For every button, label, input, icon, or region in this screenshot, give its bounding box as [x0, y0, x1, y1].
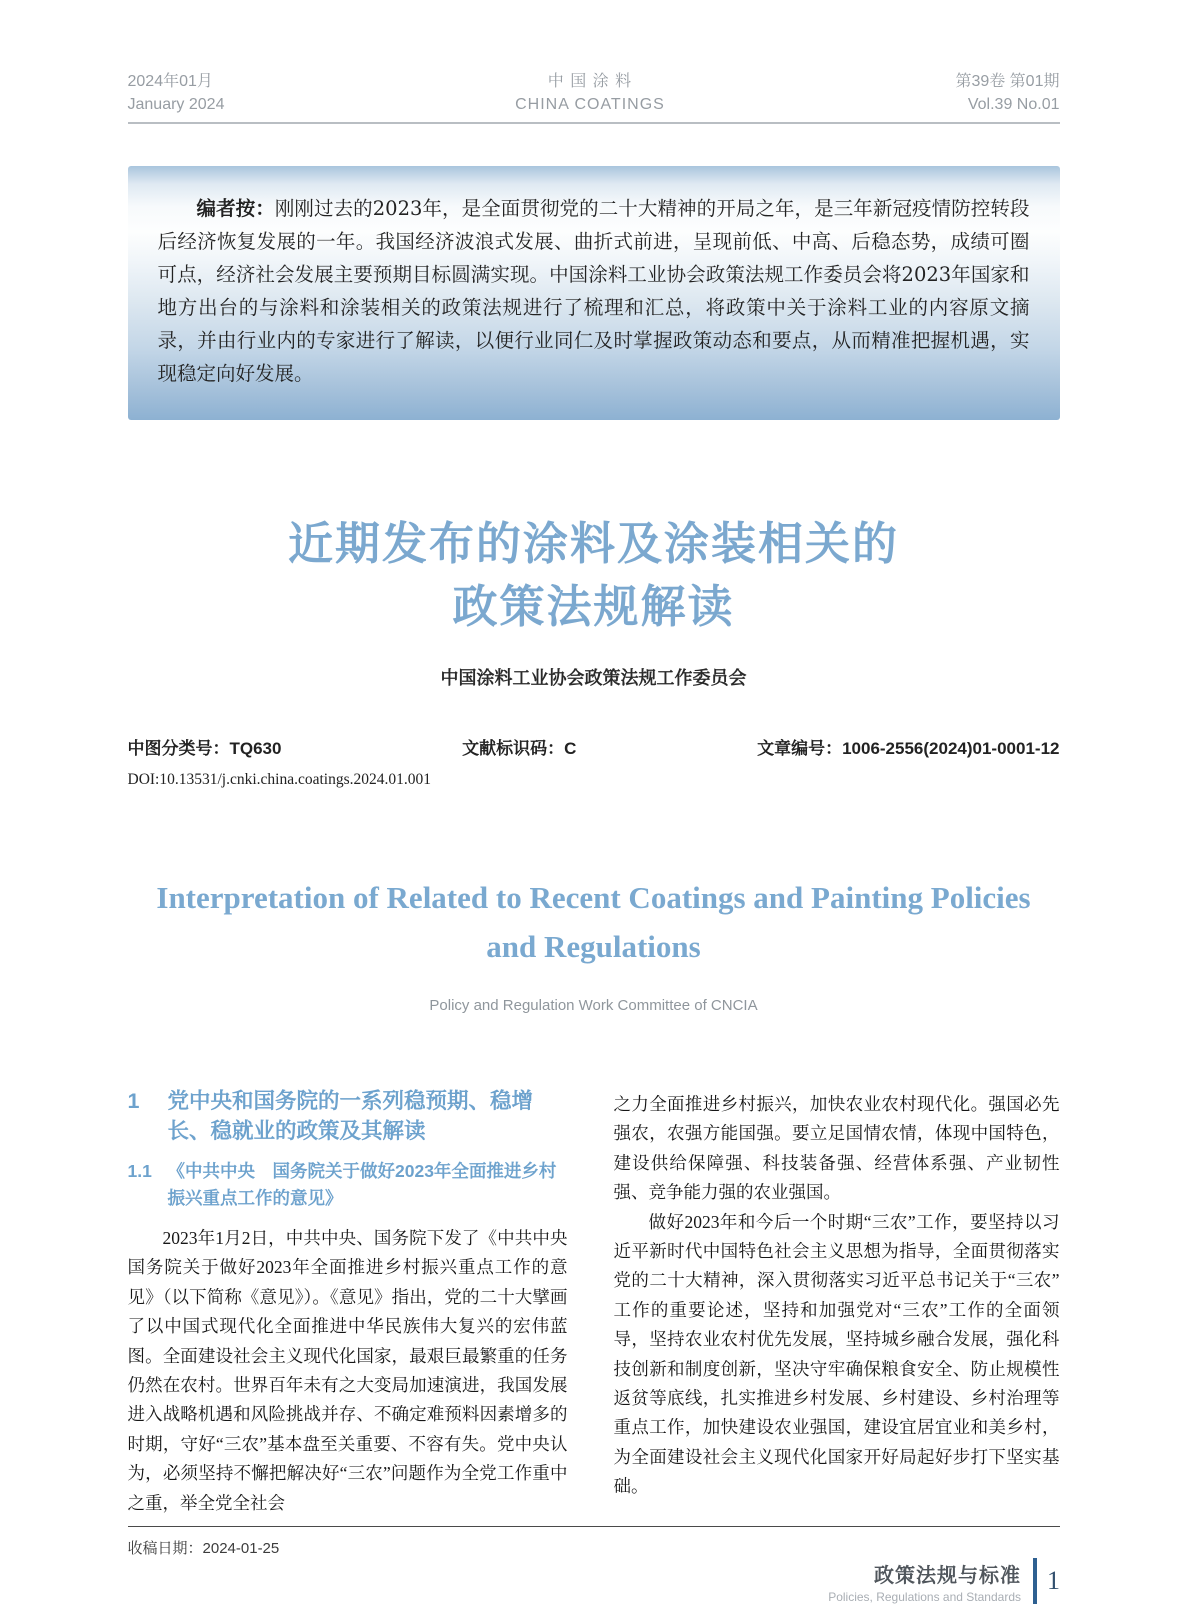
clc-label: 中图分类号： — [127, 739, 230, 758]
article-title-line1: 近期发布的涂料及涂装相关的 — [287, 518, 899, 569]
left-column — [127, 1086, 585, 1518]
clc-value: TQ630 — [229, 739, 282, 758]
document-code-value: C — [564, 739, 577, 758]
section-1-title: 党中央和国务院的一系列稳预期、稳增长、稳就业的政策及其解读 — [167, 1089, 534, 1143]
issue-chinese: 第39卷 第01期 — [955, 73, 1060, 90]
received-date-label: 收稿日期： — [127, 1540, 203, 1558]
section-1-number: 1 — [127, 1089, 140, 1113]
page-footer — [0, 1558, 1060, 1604]
document-code-label: 文献标识码： — [462, 739, 565, 758]
footer-section-english: Policies, Regulations and Standards — [828, 1589, 1021, 1604]
article-title — [128, 512, 1060, 638]
page-content — [128, 0, 1060, 1558]
article-title-english — [128, 873, 1060, 971]
document-code — [462, 734, 576, 759]
journal-name-english: CHINA COATINGS — [515, 96, 665, 113]
clc-number — [128, 734, 282, 759]
issue-english: Vol.39 No.01 — [967, 96, 1060, 113]
right-column — [614, 1086, 1060, 1518]
paragraph-2: 做好2023年和今后一个时期“三农”工作，要坚持以习近平新时代中国特色社会主义思想为指导，全面贯彻落实党的二十大精神，深入贯彻落实习近平总书记关于“三农”工作的重要论述，坚持和加强党对“三农”工作的全面领导，坚持农业农村优先发展，坚持城乡融合发展，强化科技创新和制度创新，坚决守牢确保粮食安全、防止规模性返贫等底线，扎实推进乡村发展、乡村建设、乡村治理等重点工作，加快建设农业强国，建设宜居宜业和美乡村，为全面建设社会主义现代化国家开好局起好步打下坚实基础。 — [613, 1211, 1060, 1497]
running-head-issue — [955, 70, 1059, 116]
paragraph-1-left: 2023年1月2日，中共中央、国务院下发了《中共中央 国务院关于做好2023年全面推进乡村振兴重点工作的意见》（以下简称《意见》）。《意见》指出，党的二十大擘画了以中国式现代化全面推进中华民族伟大复兴的宏伟蓝图。全面建设社会主义现代化国家，最艰巨最繁重的任务仍然在农村。世界百年未有之大变局加速演进，我国发展进入战略机遇和风险挑战并存、不确定难预料因素增多的时期，守好“三农”基本盘至关重要、不容有失。党中央认为，必须坚持不懈把解决好“三农”问题作为全党工作重中之重，举全党全社会 — [127, 1228, 585, 1513]
running-head-date — [128, 70, 225, 116]
body-columns — [128, 1086, 1060, 1518]
page-number: 1 — [1047, 1566, 1060, 1596]
subsection-1-1-number: 1.1 — [127, 1161, 152, 1181]
subsection-heading-1-1 — [128, 1158, 568, 1212]
footer-accent-bar — [1033, 1558, 1037, 1604]
paragraph-1-right: 之力全面推进乡村振兴，加快农业农村现代化。强国必先强农，农强方能国强。要立足国情农情，体现中国特色，建设供给保障强、科技装备强、经营体系强、产业韧性强、竞争能力强的农业强国。 — [613, 1094, 1060, 1203]
article-title-line2: 政策法规解读 — [452, 581, 735, 632]
footnote-divider — [128, 1526, 1060, 1527]
received-date — [128, 1537, 1060, 1558]
article-title-english-text: Interpretation of Related to Recent Coatings and Painting Policies and Regulations — [156, 880, 1031, 964]
footer-section-chinese: 政策法规与标准 — [874, 1564, 1021, 1587]
editor-note-label: 编者按： — [196, 197, 275, 220]
date-chinese: 2024年01月 — [127, 73, 213, 90]
running-head — [128, 70, 1060, 124]
editor-note-text — [158, 192, 1030, 390]
meta-row — [128, 734, 1060, 759]
author-chinese: 中国涂料工业协会政策法规工作委员会 — [440, 668, 747, 688]
received-date-value: 2024-01-25 — [202, 1540, 280, 1558]
date-english: January 2024 — [127, 96, 225, 113]
doi: DOI:10.13531/j.cnki.china.coatings.2024.01.001 — [127, 771, 431, 788]
author-english: Policy and Regulation Work Committee of CNCIA — [429, 997, 758, 1014]
journal-name-chinese: 中 国 涂 料 — [547, 73, 633, 90]
running-head-journal — [515, 70, 665, 116]
article-id-value: 1006-2556(2024)01-0001-12 — [842, 739, 1060, 758]
editor-note-body: 刚刚过去的2023年，是全面贯彻党的二十大精神的开局之年，是三年新冠疫情防控转段后经济恢复发展的一年。我国经济波浪式发展、曲折式前进，呈现前低、中高、后稳态势，成绩可圈可点，经济社会发展主要预期目标圆满实现。中国涂料工业协会政策法规工作委员会将2023年国家和地方出台的与涂料和涂装相关的政策法规进行了梳理和汇总，将政策中关于涂料工业的内容原文摘录，并由行业内的专家进行了解读，以便行业同仁及时掌握政策动态和要点，从而精准把握机遇，实现稳定向好发展。 — [157, 197, 1030, 385]
footer-section-labels — [828, 1559, 1021, 1604]
editor-note-box — [128, 166, 1060, 420]
section-heading-1 — [128, 1086, 568, 1146]
subsection-1-1-title: 《中共中央 国务院关于做好2023年全面推进乡村振兴重点工作的意见》 — [167, 1161, 557, 1208]
article-id — [757, 734, 1059, 759]
article-id-label: 文章编号： — [757, 739, 843, 758]
